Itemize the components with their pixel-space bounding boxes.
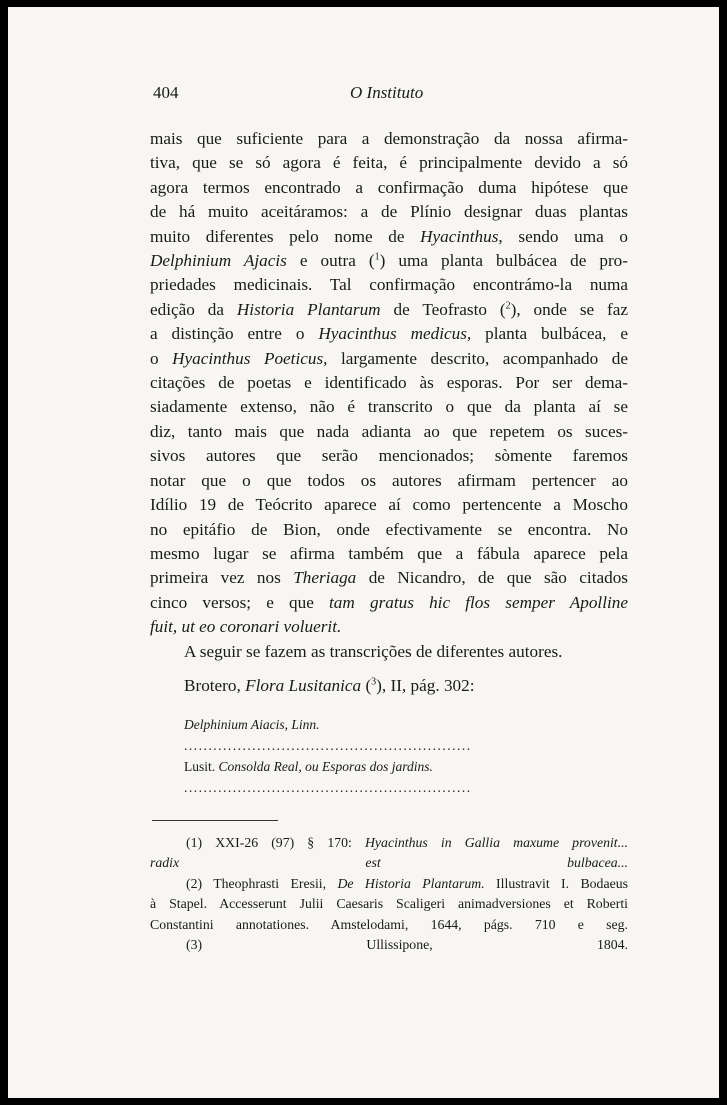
footnote-rule (152, 820, 278, 821)
text-line: notar que o que todos os autores afirmam pertencer ao (150, 470, 628, 490)
delphinium-entry: Delphinium Aiacis, Linn. (184, 716, 320, 732)
text-line (150, 322, 628, 346)
latin-quote-end: fuit, ut eo coronari voluerit. (150, 617, 342, 637)
text-line: priedades medicinais. Tal confirmação encontrámo-la numa (150, 275, 628, 295)
text-line (150, 591, 628, 615)
latin-quote: Hyacinthus in Gallia maxume provenit... (364, 834, 628, 850)
footnote-label: (2) (186, 875, 203, 891)
text-line: tiva, que se só agora é feita, é principalmente devido a só (150, 153, 628, 173)
book-title: Theriaga (293, 568, 357, 588)
footnote-label: (1) (186, 834, 203, 850)
text-run: planta bulbácea, e (471, 324, 628, 344)
text-run: e outra ( (286, 251, 375, 271)
text-line: siadamente extenso, não é transcrito o que da planta aí se (150, 397, 628, 417)
footnote-ref: 1 (374, 251, 380, 263)
text-line (150, 298, 628, 322)
dotted-leader: ........................................................... (184, 737, 472, 753)
text-run: primeira vez nos (150, 568, 294, 588)
footnote-label: (3) (186, 937, 203, 953)
text-run: de Nicandro, de que são citados (356, 568, 628, 588)
brotero-citation (150, 676, 628, 696)
text-line (150, 566, 628, 590)
common-name: Consolda Real, ou Esporas dos jardins. (218, 758, 433, 774)
running-title: O Instituto (350, 83, 424, 102)
text-line: Idílio 19 de Teócrito aparece aí como pertencente a Moscho (150, 495, 628, 515)
species-name: Delphinium Ajacis (150, 251, 287, 271)
lusit-entry (150, 756, 628, 778)
text-run: ), II, pág. 302: (376, 675, 475, 695)
text-run: sendo uma o (502, 226, 628, 246)
text-run: cinco versos; e que (150, 592, 330, 612)
text-line (150, 874, 628, 895)
book-title: De Historia Plantarum. (337, 875, 485, 891)
text-line: à Stapel. Accesserunt Julii Caesaris Scaligeri animadversiones et Roberti (150, 896, 628, 912)
text-run: Illustravit I. Bodaeus (484, 875, 628, 891)
footnote-1 (150, 833, 628, 874)
text-line (150, 347, 628, 371)
page-content (150, 75, 628, 956)
second-paragraph (150, 640, 628, 664)
text-run: largamente descrito, acompanhado de (327, 348, 628, 368)
text-run: Ullissipone, 1804. (202, 937, 628, 953)
page-number: 404 (153, 83, 179, 102)
footnote-2 (150, 874, 628, 936)
text-run: ) uma planta bulbácea de pro- (379, 251, 628, 271)
text-line (150, 935, 628, 956)
text-line: diz, tanto mais que nada adianta ao que repetem os suces- (150, 421, 628, 441)
text-run: ), onde se faz (510, 299, 628, 319)
text-line: sivos autores que serão mencionados; sòmente faremos (150, 446, 628, 466)
latin-quote: tam gratus hic flos semper Apolline (329, 592, 628, 612)
scanned-page (8, 7, 719, 1098)
species-name: Hyacinthus medicus, (318, 324, 472, 344)
dotted-leader: ........................................................... (184, 779, 472, 795)
text-line: citações de poetas e identificado às esporas. Por ser dema- (150, 373, 628, 393)
species-name: Hyacinthus Poeticus, (172, 348, 328, 368)
text-run: Theophrasti Eresii, (202, 875, 338, 891)
text-run: ( (361, 675, 372, 695)
text-run: o (150, 348, 173, 368)
species-name: Hyacinthus, (420, 226, 503, 246)
text-run: a distinção entre o (150, 324, 319, 344)
text-line: no epitáfio de Bion, onde efectivamente se encontra. No (150, 519, 628, 539)
main-paragraph (150, 127, 628, 640)
text-run: XXI-26 (97) § 170: (202, 834, 365, 850)
text-run: Lusit. (184, 758, 219, 774)
text-run: de Teofrasto ( (380, 299, 506, 319)
text-line: mais que suficiente para a demonstração da nossa afirma- (150, 129, 628, 148)
text-line: agora termos encontrado a confirmação duma hipótese que (150, 177, 628, 197)
text-line: A seguir se fazem as transcrições de diferentes autores. (184, 641, 563, 661)
text-run: muito diferentes pelo nome de (150, 226, 421, 246)
text-run: edição da (150, 299, 237, 319)
text-line: mesmo lugar se afirma também que a fábula aparece pela (150, 543, 628, 563)
text-line (150, 833, 628, 854)
footnote-ref: 3 (371, 675, 377, 687)
footnote-ref: 2 (505, 300, 511, 312)
footnotes (150, 833, 628, 956)
text-line: de há muito aceitáramos: a de Plínio designar duas plantas (150, 202, 628, 222)
page-header (150, 75, 628, 113)
text-line: Constantini annotationes. Amstelodami, 1644, págs. 710 e seg. (150, 916, 628, 932)
latin-quote: radix est bulbacea... (150, 855, 628, 871)
book-title: Flora Lusitanica (245, 675, 362, 695)
text-run: Brotero, (184, 675, 246, 695)
text-line (150, 225, 628, 249)
book-title: Historia Plantarum (236, 299, 381, 319)
text-line (150, 249, 628, 273)
footnote-3 (150, 935, 628, 956)
